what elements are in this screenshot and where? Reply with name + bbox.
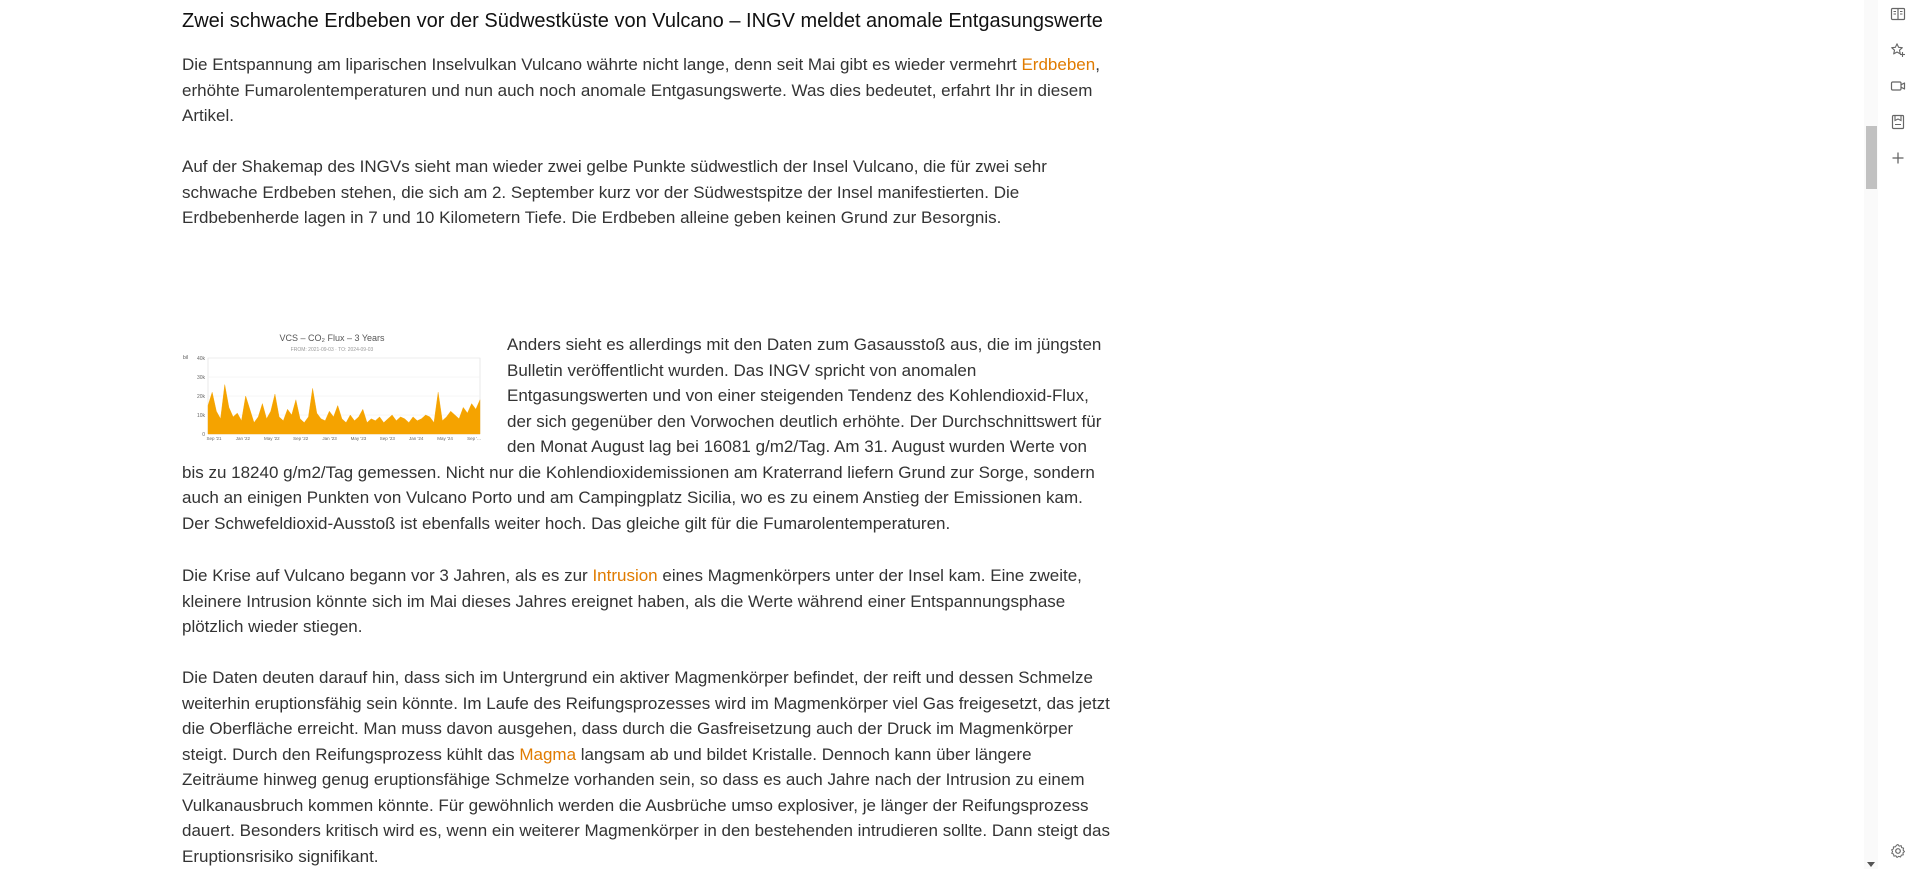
save-page-button[interactable] (1888, 112, 1908, 132)
link-magma[interactable]: Magma (519, 744, 577, 764)
paragraph-intro-text-2: , erhöhte Fumarolentemperaturen und nun auch noch anomale Entgasungswerte. Was dies bedeutet, erfahrt Ihr in diesem Artikel. (182, 55, 1100, 125)
link-erdbeben[interactable]: Erdbeben (1021, 55, 1096, 74)
add-sidebar-app-button[interactable] (1888, 148, 1908, 168)
article-title: Zwei schwache Erdbeben vor der Südwestküste von Vulcano – INGV meldet anomale Entgasungswerte (182, 10, 1103, 32)
paragraph-gas-data-text: Anders sieht es allerdings mit den Daten zum Gasausstoß aus, die im jüngsten Bulletin veröffentlicht wurden. Das INGV spricht von anomalen Entgasungswerten und von einer steigenden Tendenz des Kohlendioxid-Flux, der sich gegenüber den Vorwochen deutlich erhöhte. Der Durchschnittswert für den Monat August lag bei 16081 g/m2/Tag. Am 31. August wurden Werte von bis zu 18240 g/m2/Tag gemessen. Nicht nur die Kohlendioxidemissionen am Kraterrand liefern Grund zur Sorge, sondern auch an einigen Punkten von Vulcano Porto und am Campingplatz Sicilia, wo es zu einem Anstieg der Emissionen kam. Der Schwefeldioxid-Ausstoß ist ebenfalls weiter hoch. Das gleiche gilt für die Fumarolentemperaturen. (182, 335, 1102, 533)
browser-sidebar (1878, 0, 1919, 869)
chart-x-tick-label: Sep '21 (206, 436, 222, 441)
chart-x-tick-label: Sep '23 (379, 436, 395, 441)
video-icon (1890, 78, 1906, 94)
settings-button[interactable] (1888, 841, 1908, 861)
add-favorite-button[interactable] (1888, 40, 1908, 60)
chart-x-tick-label: May '22 (263, 436, 280, 441)
gear-icon (1890, 843, 1906, 859)
chart-x-tick-label: May '24 (437, 436, 453, 441)
chart-series-area (208, 385, 480, 434)
bookmark-save-icon (1890, 114, 1906, 130)
plus-icon (1890, 150, 1906, 166)
chart-y-tick-label: 30k (196, 375, 205, 381)
paragraph-magma (182, 665, 1112, 869)
book-icon (1890, 6, 1906, 22)
paragraph-intro (182, 52, 1112, 129)
chart-x-tick-label: Sep '22 (293, 436, 309, 441)
paragraph-shakemap: Auf der Shakemap des INGVs sieht man wieder zwei gelbe Punkte südwestlich der Insel Vulcano, die für zwei sehr schwache Erdbeben stehen, die sich am 2. September kurz vor der Südwestspitze der Insel manifestierten. Die Erdbebenherde lagen in 7 und 10 Kilometern Tiefe. Die Erdbeben alleine geben keinen Grund zur Besorgnis. (182, 157, 1047, 227)
scrollbar-thumb[interactable] (1866, 126, 1877, 189)
paragraph-crisis-text-1: Die Krise auf Vulcano begann vor 3 Jahren, als es zur (182, 566, 593, 585)
chart-y-tick-label: 40k (196, 356, 205, 362)
reader-view-button[interactable] (1888, 4, 1908, 24)
paragraph-magma-text-1: Die Daten deuten darauf hin, dass sich im Untergrund ein aktiver Magmenkörper befindet, der reift und dessen Schmelze weiterhin eruptionsfähig sein könnte. Im Laufe des Reifungsprozesses wird im Magmenkörper viel Gas freigesetzt, das jetzt die Oberfläche erreicht. Man muss davon ausgehen, dass durch die Gasfreisetzung auch der Druck im Magmenkörper steigt. Durch den Reifungsprozess kühlt das (182, 668, 1110, 764)
co2-flux-chart[interactable] (182, 332, 494, 442)
star-add-icon (1890, 42, 1906, 58)
scroll-down-arrow-icon[interactable] (1867, 862, 1875, 867)
chart-x-tick-label: Jan '22 (235, 436, 251, 441)
chart-y-label: bil (183, 355, 189, 361)
paragraph-gas-data (182, 332, 1112, 536)
chart-x-tick-label: May '23 (350, 436, 367, 441)
chart-subtitle: FROM: 2021-09-03 · TO: 2024-09-03 (290, 347, 374, 353)
chart-y-tick-label: 0 (202, 432, 205, 438)
paragraph-crisis (182, 563, 1112, 640)
paragraph-crisis-text-2: eines Magmenkörpers unter der Insel kam. Eine zweite, kleinere Intrusion könnte sich im Mai dieses Jahres ereignet haben, als die Werte während einer Entspannungsphase plötzlich wieder stiegen. (182, 566, 1082, 636)
vertical-scrollbar[interactable] (1864, 0, 1878, 869)
chart-x-tick-label: Sep '... (467, 436, 481, 441)
chart-x-tick-label: Jan '24 (409, 436, 424, 441)
video-button[interactable] (1888, 76, 1908, 96)
chart-y-tick-label: 10k (196, 413, 205, 419)
link-intrusion[interactable]: Intrusion (592, 566, 658, 585)
co2-flux-chart-svg (182, 332, 494, 442)
chart-y-tick-label: 20k (196, 394, 205, 400)
chart-title: VCS – CO₂ Flux – 3 Years (279, 333, 385, 343)
paragraph-magma-text-2: langsam ab und bildet Kristalle. Dennoch kann über längere Zeiträume hinweg genug eruptionsfähige Schmelze vorhanden sein, so dass es auch Jahre nach der Intrusion zu einem Vulkanausbruch kommen könnte. Für gewöhnlich werden die Ausbrüche umso explosiver, je länger der Reifungsprozess dauert. Besonders kritisch wird es, wenn ein weiterer Magmenkörper in den bestehenden intrudieren sollte. Dann steigt das Eruptionsrisiko signifikant. (182, 744, 1110, 866)
paragraph-intro-text-1: Die Entspannung am liparischen Inselvulkan Vulcano währte nicht lange, denn seit Mai gibt es wieder vermehrt (182, 55, 1022, 74)
chart-x-tick-label: Jan '23 (322, 436, 337, 441)
